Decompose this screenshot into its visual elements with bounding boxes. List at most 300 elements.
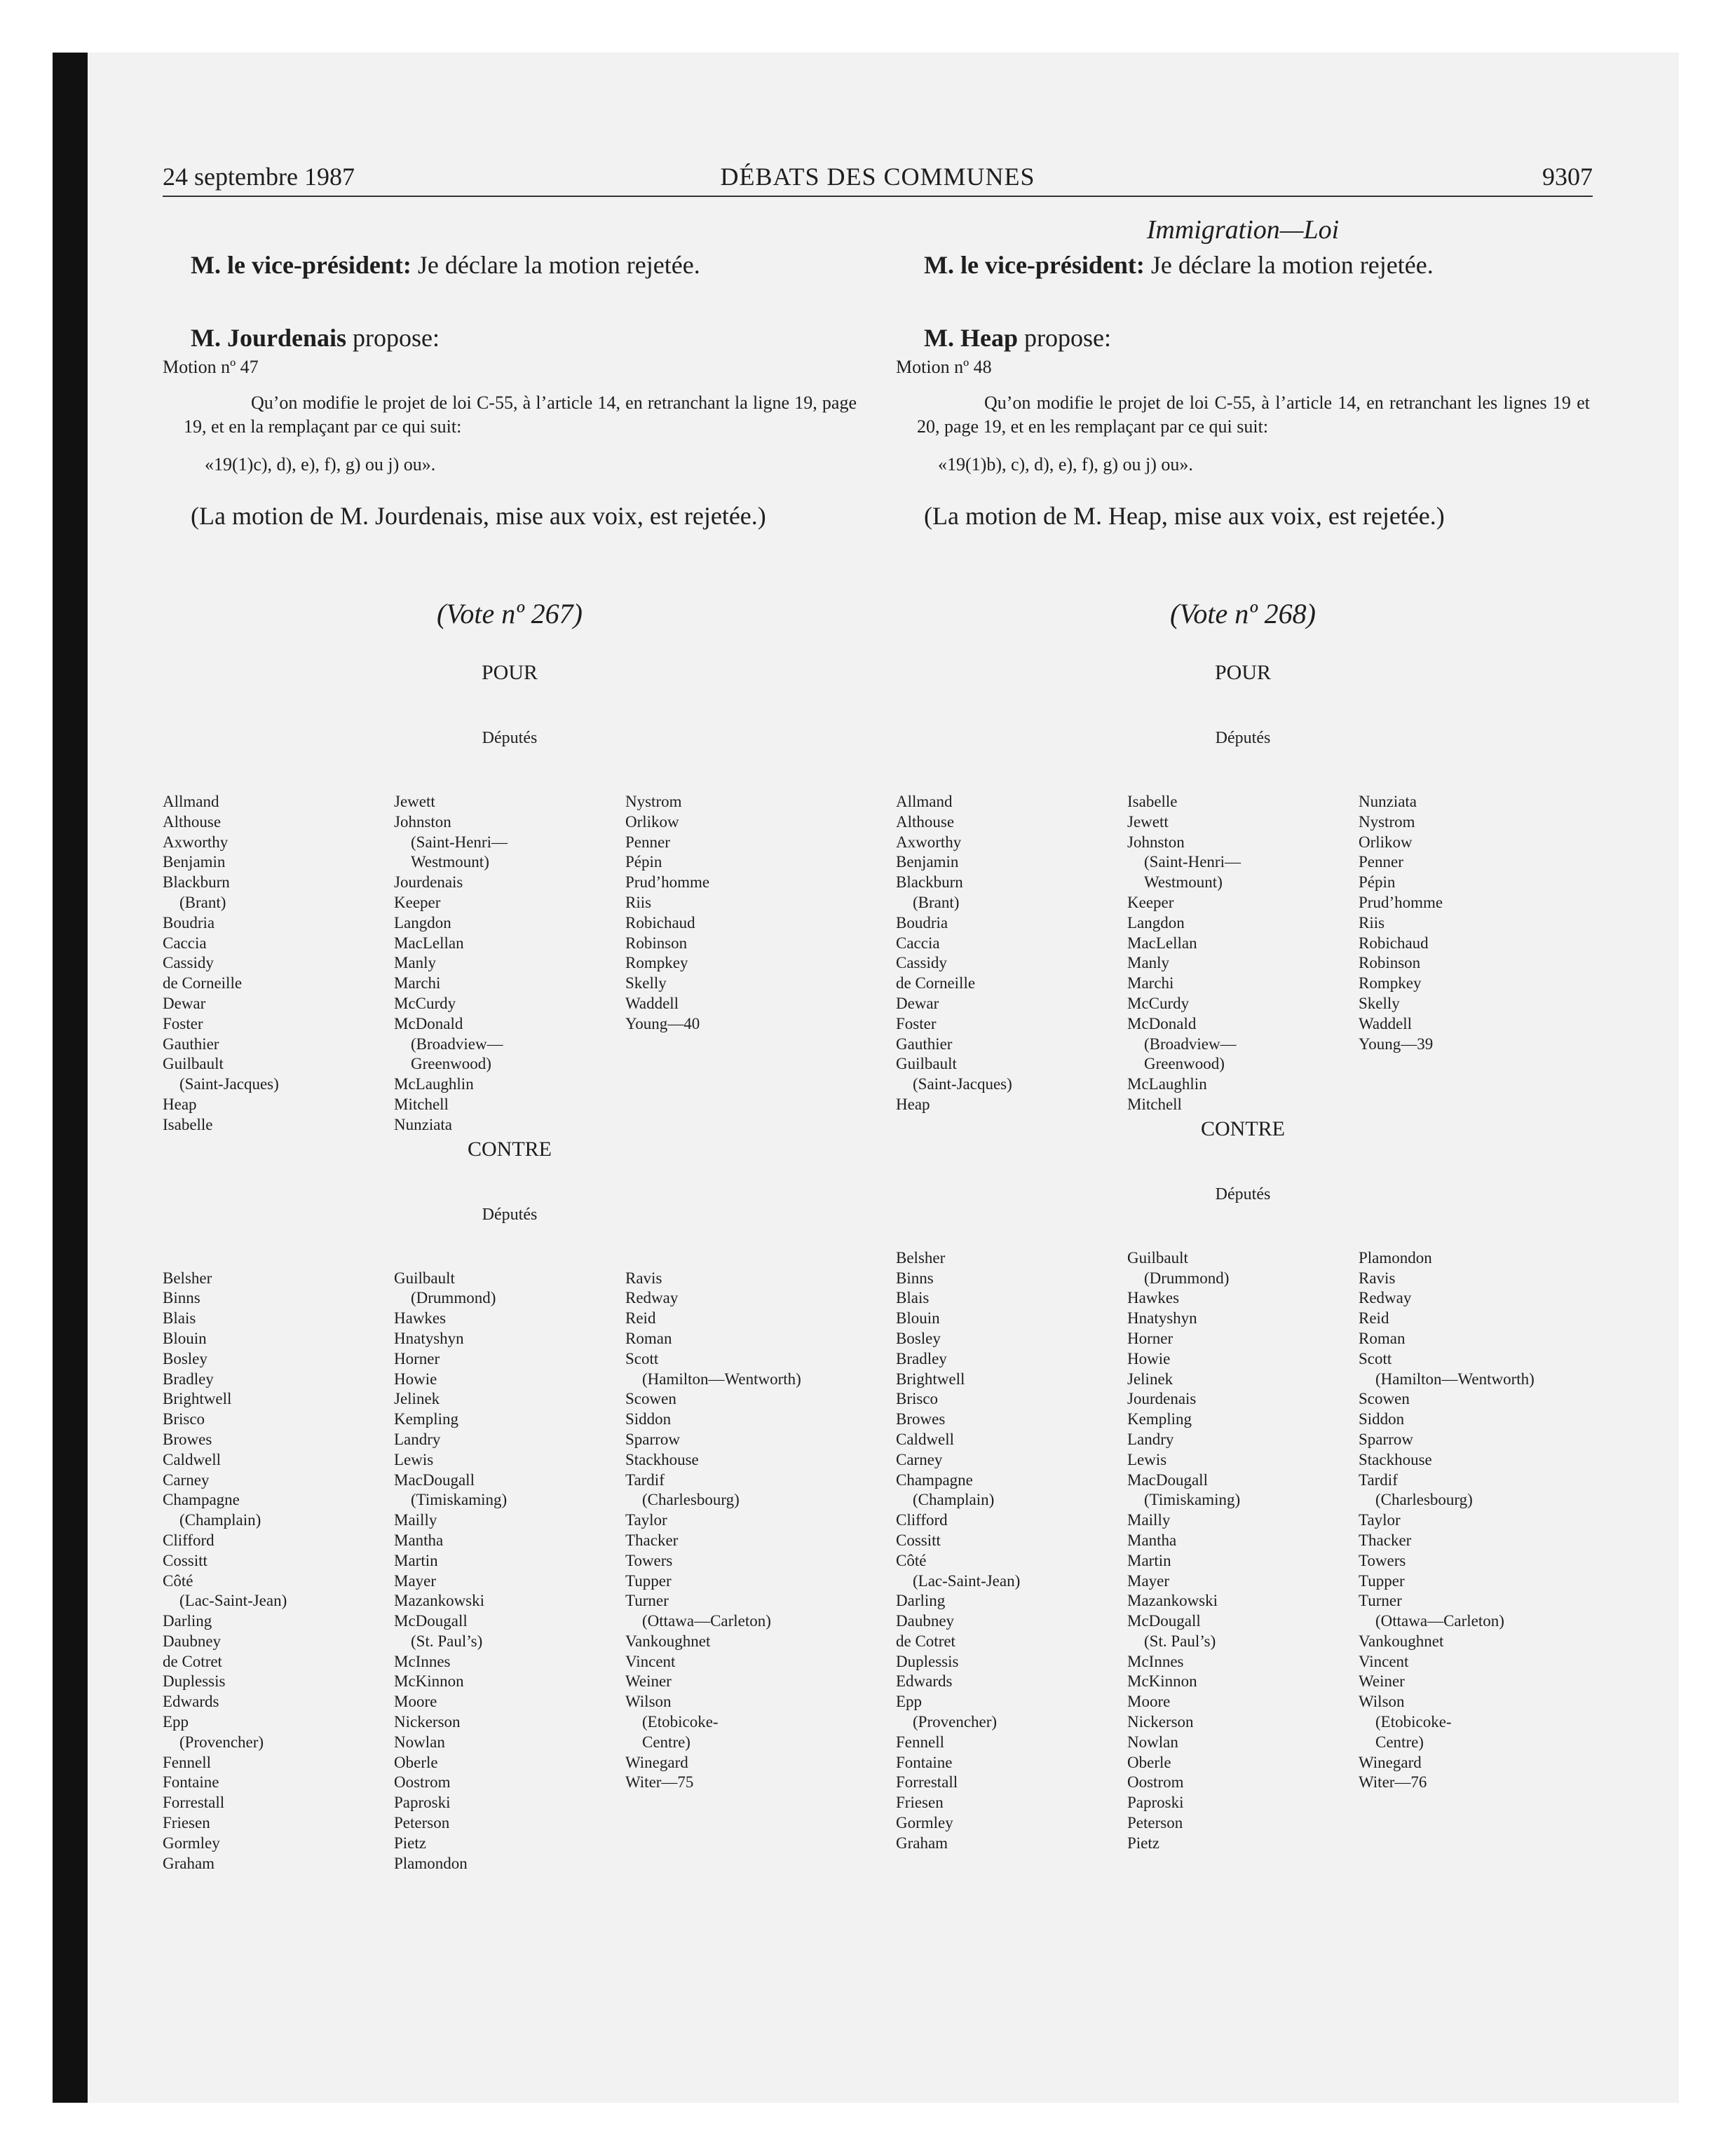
member-name: Carney [896,1450,943,1468]
member-name: Wilson [625,1693,672,1711]
member-name: Nystrom [1359,812,1415,831]
member-riding: Westmount) [411,853,489,871]
member-name: Isabelle [1127,793,1178,810]
right-column [896,210,1590,1854]
member-name: Browes [163,1430,212,1448]
member-riding: (Drummond) [411,1289,496,1307]
member-name: Guilbault [394,1269,455,1287]
member-riding: (Saint-Henri— [1144,853,1241,871]
member-name: Blouin [896,1309,940,1328]
member-name: Brisco [896,1390,939,1408]
member-name: Weiner [625,1672,672,1691]
member-name: Cassidy [896,954,947,972]
member-name: Howie [394,1370,437,1388]
member-name: Stackhouse [1359,1450,1432,1468]
mover-name: M. Heap [924,324,1018,352]
vote-title: (Vote nº 268) [1170,598,1316,629]
member-name: Riis [625,893,652,911]
member-riding: Centre) [1375,1733,1424,1751]
member-name: Blouin [163,1329,207,1347]
member-name: Orlikow [625,812,679,831]
deputes-heading: Députés [1215,729,1271,747]
member-name: Penner [625,833,670,851]
name-column [163,1269,394,1874]
member-name: Plamondon [394,1854,468,1872]
member-name: Johnston [394,812,451,831]
member-name: de Corneille [896,974,976,992]
member-name: Towers [1359,1551,1406,1569]
member-riding: (Champlain) [179,1511,261,1529]
member-name: Nowlan [1127,1733,1178,1751]
subject-spacer [163,210,857,250]
member-name: Forrestall [896,1773,958,1792]
member-name: Heap [896,1095,930,1113]
pour-heading: POUR [481,661,538,684]
member-name: Martin [1127,1551,1171,1569]
member-riding: (Timiskaming) [1144,1491,1241,1509]
member-name: Mantha [1127,1531,1177,1549]
motion-amendment: «19(1)c), d), e), f), g) ou j) ou». [205,454,436,475]
member-riding: (Drummond) [1144,1269,1230,1287]
member-name: McKinnon [1127,1672,1197,1691]
declaration-text: Je déclare la motion rejetée. [417,251,700,279]
propose-text: propose: [1023,324,1111,352]
member-name: Jourdenais [394,873,463,892]
speaker-name: M. le vice-président: [924,251,1145,279]
member-name: de Cotret [896,1632,955,1650]
member-name: Pépin [625,853,662,871]
member-riding: Greenwood) [411,1055,491,1073]
member-name: Riis [1359,913,1385,932]
member-name: Johnston [1127,833,1185,851]
member-name: Graham [163,1854,215,1872]
member-name: Vincent [625,1652,676,1670]
contre-heading: CONTRE [468,1137,552,1161]
member-name: Binns [896,1269,934,1287]
member-riding: (Timiskaming) [411,1491,508,1509]
member-name: Hawkes [394,1309,447,1328]
member-name: Tardif [1359,1471,1398,1489]
member-name: Waddell [625,994,679,1012]
member-name: Robinson [1359,954,1421,972]
member-riding: (Broadview— [411,1035,503,1053]
member-name: Wilson [1359,1693,1405,1711]
member-riding: (St. Paul’s) [1144,1632,1216,1650]
member-name: Darling [163,1612,212,1630]
member-name: Paproski [394,1794,451,1812]
pour-names [163,792,857,1135]
speaker-declaration [191,250,857,280]
member-name: Clifford [896,1511,948,1529]
member-name: Marchi [1127,974,1174,992]
member-name: Axworthy [896,833,962,851]
member-name: Dewar [896,994,939,1012]
member-name: Fennell [896,1733,944,1751]
member-name: Nickerson [1127,1713,1194,1731]
member-name: Reid [1359,1309,1389,1328]
member-name: Binns [163,1289,200,1307]
member-name: Cossitt [896,1531,941,1549]
name-column [625,1269,857,1874]
member-name: Winegard [625,1753,688,1771]
member-name: McCurdy [1127,994,1190,1012]
member-name: Moore [1127,1693,1171,1711]
member-name: Landry [1127,1430,1174,1448]
member-name: Carney [163,1471,210,1489]
member-name: Skelly [1359,994,1400,1012]
member-name: Boudria [163,913,215,932]
member-name: Nystrom [625,793,682,810]
member-name: Rompkey [625,954,688,972]
member-name: Stackhouse [625,1450,699,1468]
member-name: Friesen [896,1794,944,1812]
member-name: Scowen [625,1390,676,1408]
member-name: Allmand [163,793,219,810]
member-name: Côté [163,1571,193,1590]
member-name: Manly [1127,954,1170,972]
member-name: Epp [896,1693,923,1711]
member-name: Caccia [163,934,207,952]
member-name: de Corneille [163,974,243,992]
member-name: Jelinek [1127,1370,1173,1388]
member-name: Roman [1359,1329,1406,1347]
member-name: McLaughlin [394,1075,474,1093]
member-name: McDougall [394,1612,468,1630]
member-riding: Centre) [642,1733,690,1751]
declaration-text: Je déclare la motion rejetée. [1150,251,1434,279]
member-name: Redway [625,1289,679,1307]
member-name: Jewett [394,793,435,810]
subject-heading: Immigration—Loi [1146,215,1340,245]
member-name: Orlikow [1359,833,1413,851]
member-name: Kempling [394,1410,458,1428]
member-riding: (Lac-Saint-Jean) [913,1571,1021,1590]
member-name: Belsher [896,1248,946,1267]
member-riding: (Champlain) [913,1491,995,1509]
member-name: Reid [625,1309,656,1328]
member-name: Tardif [625,1471,665,1489]
member-name: Brightwell [896,1370,965,1388]
member-name: McCurdy [394,994,456,1012]
member-name: Mayer [1127,1571,1170,1590]
member-name: McInnes [1127,1652,1184,1670]
member-name: Guilbault [1127,1248,1188,1267]
member-name: Champagne [896,1471,973,1489]
member-riding: (Hamilton—Wentworth) [642,1370,801,1388]
member-name: Sparrow [1359,1430,1413,1448]
member-name: Langdon [1127,913,1185,932]
motion-text: Qu’on modifie le projet de loi C-55, à l’article 14, en retranchant la ligne 19, page 19, et en la remplaçant par ce qui suit: [184,393,857,437]
member-name: Edwards [163,1693,219,1711]
member-name: Fontaine [896,1753,953,1771]
header-title: DÉBATS DES COMMUNES [720,163,1035,191]
member-name: Taylor [625,1511,667,1529]
member-name: Darling [896,1592,946,1610]
member-name: MacLellan [394,934,464,952]
member-name: Mazankowski [1127,1592,1218,1610]
member-name: Mailly [1127,1511,1171,1529]
member-name: Pietz [394,1834,426,1852]
name-column [1127,792,1359,1115]
member-name: Hnatyshyn [1127,1309,1197,1328]
contre-names [896,1248,1590,1854]
member-name: Vankoughnet [625,1632,711,1650]
member-riding: (Lac-Saint-Jean) [179,1592,287,1610]
member-name: Fennell [163,1753,211,1771]
member-name: Kempling [1127,1410,1192,1428]
deputes-heading: Députés [482,729,538,747]
member-name: Bosley [163,1349,207,1367]
member-name: McDonald [1127,1014,1197,1032]
member-name: Weiner [1359,1672,1405,1691]
member-name: Redway [1359,1289,1412,1307]
member-name: Peterson [394,1814,450,1832]
member-name: Blais [896,1289,930,1307]
member-name: Scowen [1359,1390,1410,1408]
member-name: Thacker [1359,1531,1412,1549]
member-name: Witer—75 [625,1773,694,1792]
member-name: Foster [896,1014,937,1032]
member-name: Howie [1127,1349,1171,1367]
vote-title: (Vote nº 267) [437,598,583,629]
header-date: 24 septembre 1987 [163,163,355,191]
member-name: Lewis [394,1450,434,1468]
mover-name: M. Jourdenais [191,324,347,352]
motion-result: (La motion de M. Heap, mise aux voix, est rejetée.) [924,502,1445,530]
motion-number: Motion nº 48 [896,357,992,377]
member-name: Martin [394,1551,438,1569]
member-name: MacLellan [1127,934,1197,952]
member-name: Nunziata [394,1115,453,1133]
member-name: Boudria [896,913,948,932]
member-riding: (Charlesbourg) [642,1491,740,1509]
name-column [625,792,857,1135]
member-name: Penner [1359,853,1403,871]
member-name: Peterson [1127,1814,1183,1832]
member-name: Plamondon [1359,1248,1432,1267]
member-name: Siddon [625,1410,672,1428]
member-name: Taylor [1359,1511,1401,1529]
member-name: Gauthier [896,1035,953,1053]
member-name: Blackburn [896,873,963,892]
member-name: Sparrow [625,1430,680,1448]
member-name: Winegard [1359,1753,1422,1771]
member-name: Caccia [896,934,940,952]
member-name: Bradley [896,1349,947,1367]
member-name: Turner [625,1592,669,1610]
member-name: Tupper [1359,1571,1405,1590]
member-name: Rompkey [1359,974,1422,992]
member-name: Mailly [394,1511,437,1529]
member-name: Langdon [394,913,451,932]
member-name: Oostrom [1127,1773,1184,1792]
member-name: Gormley [163,1834,220,1852]
member-riding: (Brant) [179,893,226,911]
motion-mover [191,322,857,353]
member-name: Gormley [896,1814,953,1832]
member-name: Cassidy [163,954,214,972]
member-name: Manly [394,954,437,972]
member-name: Mazankowski [394,1592,485,1610]
member-name: Robichaud [625,913,695,932]
member-name: McKinnon [394,1672,464,1691]
member-name: Mitchell [394,1095,449,1113]
member-name: de Cotret [163,1652,222,1670]
member-name: MacDougall [394,1471,475,1489]
member-name: Cossitt [163,1551,207,1569]
name-column [896,1248,1127,1854]
member-name: Roman [625,1329,672,1347]
member-name: Landry [394,1430,441,1448]
member-name: Côté [896,1551,927,1569]
pour-names [896,792,1590,1115]
member-name: Vankoughnet [1359,1632,1444,1650]
contre-names [163,1269,857,1874]
member-name: Mayer [394,1571,437,1590]
member-name: Caldwell [896,1430,955,1448]
member-name: Robichaud [1359,934,1429,952]
propose-text: propose: [353,324,440,352]
member-name: Ravis [1359,1269,1396,1287]
member-name: Paproski [1127,1794,1184,1812]
member-name: Oberle [394,1753,438,1771]
member-name: Brisco [163,1410,205,1428]
page-binding-edge [53,53,88,2103]
member-riding: (Ottawa—Carleton) [642,1612,771,1630]
member-name: Oberle [1127,1753,1171,1771]
motion-number: Motion nº 47 [163,357,259,377]
member-name: Scott [625,1349,659,1367]
member-name: Mantha [394,1531,444,1549]
member-name: Moore [394,1693,437,1711]
name-column [394,792,625,1135]
member-riding: (Etobicoke- [1375,1713,1452,1731]
member-name: Skelly [625,974,667,992]
member-name: Forrestall [163,1794,225,1812]
speaker-declaration [924,250,1590,280]
member-name: Marchi [394,974,441,992]
member-name: Blais [163,1309,196,1328]
member-name: Robinson [625,934,688,952]
member-name: Thacker [625,1531,679,1549]
deputes-heading: Députés [482,1205,538,1224]
member-name: Duplessis [163,1672,226,1691]
member-name: Jourdenais [1127,1390,1197,1408]
member-name: McInnes [394,1652,451,1670]
member-name: Witer—76 [1359,1773,1427,1792]
member-name: Caldwell [163,1450,222,1468]
member-name: Horner [1127,1329,1173,1347]
member-name: Nowlan [394,1733,445,1751]
member-riding: (Broadview— [1144,1035,1237,1053]
member-name: Lewis [1127,1450,1167,1468]
deputes-heading: Députés [1215,1185,1271,1203]
member-name: Dewar [163,994,206,1012]
member-riding: (Brant) [913,893,960,911]
name-column [1127,1248,1359,1854]
member-name: Keeper [1127,893,1174,911]
member-name: Hnatyshyn [394,1329,464,1347]
member-name: Isabelle [163,1115,213,1133]
pour-heading: POUR [1214,661,1272,684]
member-name: Clifford [163,1531,215,1549]
member-name: Heap [163,1095,197,1113]
member-name: Axworthy [163,833,229,851]
member-riding: (Saint-Henri— [411,833,508,851]
member-name: Oostrom [394,1773,451,1792]
member-riding: Greenwood) [1144,1055,1225,1073]
speaker-name: M. le vice-président: [191,251,411,279]
member-riding: Westmount) [1144,873,1223,892]
member-name: Ravis [625,1269,662,1287]
member-name: Jewett [1127,812,1169,831]
member-name: Benjamin [896,853,959,871]
contre-heading: CONTRE [1201,1117,1285,1140]
member-name: Edwards [896,1672,953,1691]
member-name: Bradley [163,1370,214,1388]
name-column [394,1269,625,1874]
member-riding: (Charlesbourg) [1375,1491,1473,1509]
member-riding: (St. Paul’s) [411,1632,483,1650]
member-name: Althouse [163,812,222,831]
member-riding: (Saint-Jacques) [913,1075,1012,1093]
member-name: Gauthier [163,1035,219,1053]
member-name: Turner [1359,1592,1402,1610]
member-name: Young—39 [1359,1035,1434,1053]
member-name: Benjamin [163,853,226,871]
member-riding: (Saint-Jacques) [179,1075,279,1093]
member-name: Young—40 [625,1014,700,1032]
member-riding: (Provencher) [179,1733,264,1751]
name-column [1359,792,1590,1115]
member-name: Jelinek [394,1390,440,1408]
member-name: Mitchell [1127,1095,1182,1113]
member-name: Waddell [1359,1014,1413,1032]
member-name: Epp [163,1713,189,1731]
member-name: McDonald [394,1014,463,1032]
motion-mover [924,322,1590,353]
member-name: Duplessis [896,1652,959,1670]
member-name: Daubney [163,1632,222,1650]
member-name: Friesen [163,1814,210,1832]
motion-text: Qu’on modifie le projet de loi C-55, à l’article 14, en retranchant les lignes 19 et 20, page 19, et en les remplaçant par ce qui suit: [917,393,1590,437]
member-name: Bosley [896,1329,941,1347]
member-name: Allmand [896,793,953,810]
left-column [163,210,857,1874]
member-name: Vincent [1359,1652,1409,1670]
member-name: MacDougall [1127,1471,1208,1489]
member-riding: (Hamilton—Wentworth) [1375,1370,1535,1388]
motion-result: (La motion de M. Jourdenais, mise aux voix, est rejetée.) [191,502,766,530]
name-column [163,792,394,1135]
page-header [163,158,1593,197]
member-name: Scott [1359,1349,1392,1367]
member-name: Siddon [1359,1410,1405,1428]
member-name: Horner [394,1349,440,1367]
member-name: Nunziata [1359,793,1417,810]
member-name: Pietz [1127,1834,1159,1852]
member-name: Brightwell [163,1390,232,1408]
member-name: Guilbault [163,1055,224,1073]
member-name: Champagne [163,1491,240,1509]
member-name: Towers [625,1551,673,1569]
name-column [896,792,1127,1115]
header-page-number: 9307 [1542,163,1593,191]
member-name: Prud’homme [625,873,710,892]
member-name: McDougall [1127,1612,1201,1630]
member-name: Pépin [1359,873,1396,892]
member-name: Daubney [896,1612,955,1630]
